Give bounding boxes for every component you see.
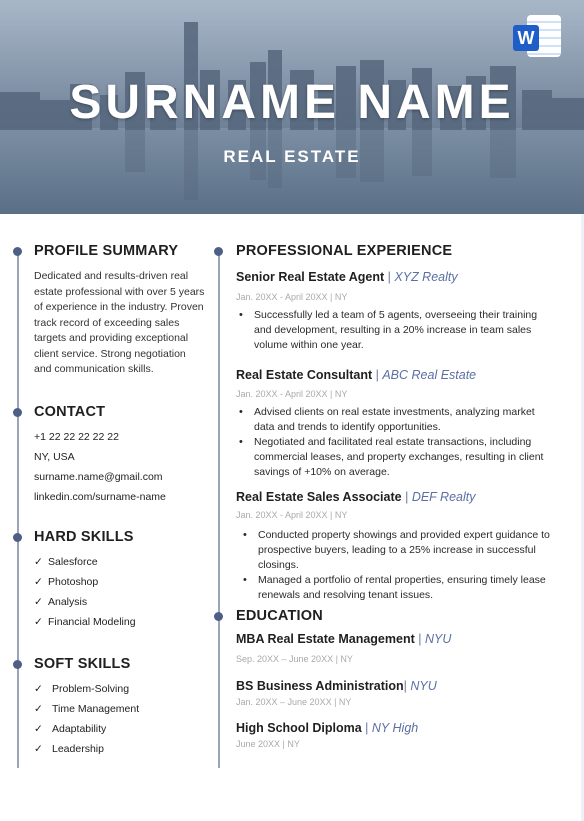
education-degree: High School Diploma | NY High (236, 721, 419, 735)
check-icon: ✓ (34, 596, 43, 608)
contact-heading: CONTACT (34, 404, 106, 420)
profile-text: Dedicated and results-driven real estate professional with over 5 years of experience in the industry. Proven track record of exceeding sales targets and providing exceptional client service. Strong negotiation and communication skills. (34, 270, 205, 375)
education-dates: Jan. 20XX – June 20XX | NY (236, 697, 352, 707)
job-bullets (236, 405, 546, 480)
word-icon (513, 15, 561, 57)
experience-heading: PROFESSIONAL EXPERIENCE (236, 243, 453, 259)
candidate-title: REAL ESTATE (223, 147, 361, 166)
check-icon: ✓ (34, 616, 43, 628)
education-dot-icon (214, 612, 223, 621)
hard-skills-dot-icon (13, 533, 22, 542)
job-dates: Jan. 20XX - April 20XX | NY (236, 292, 348, 302)
left-timeline (17, 252, 19, 768)
job-dates: Jan. 20XX - April 20XX | NY (236, 510, 348, 520)
check-icon: ✓ (34, 743, 43, 755)
contact-phone: +1 22 22 22 22 22 (34, 431, 119, 443)
education-school: NYU (410, 679, 437, 693)
education-school: NYU (424, 632, 452, 646)
right-timeline (218, 252, 220, 768)
job-company: ABC Real Estate (382, 368, 477, 382)
job-dates: Jan. 20XX - April 20XX | NY (236, 389, 348, 399)
education-dates: June 20XX | NY (236, 739, 300, 749)
contact-location: NY, USA (34, 451, 75, 463)
education-dates: Sep. 20XX – June 20XX | NY (236, 654, 353, 664)
job-company: XYZ Realty (394, 270, 458, 284)
job-bullet: • Successfully led a team of 5 agents, overseeing their training and development, resulting in a 20% increase in team sales volume within one year. (236, 308, 546, 353)
header-banner (0, 0, 584, 214)
contact-email[interactable]: surname.name@gmail.com (34, 471, 163, 483)
job-bullets (236, 308, 546, 353)
check-icon: ✓ (34, 556, 43, 568)
contact-dot-icon (13, 408, 22, 417)
check-icon: ✓ (34, 683, 43, 695)
education-degree: BS Business Administration| NYU (236, 679, 437, 693)
check-icon: ✓ (34, 576, 43, 588)
job-title: Senior Real Estate Agent | XYZ Realty (236, 270, 458, 284)
job-title: Real Estate Sales Associate | DEF Realty (236, 490, 476, 504)
check-icon: ✓ (34, 723, 43, 735)
job-bullets (240, 528, 550, 603)
experience-dot-icon (214, 247, 223, 256)
education-degree: MBA Real Estate Management | NYU (236, 632, 452, 646)
soft-skill-item: ✓ Adaptability (34, 723, 107, 735)
profile-dot-icon (13, 247, 22, 256)
check-icon: ✓ (34, 703, 43, 715)
candidate-name: SURNAME NAME (69, 76, 515, 129)
education-school: NY High (371, 721, 419, 735)
hard-skill-item: ✓ Photoshop (34, 576, 99, 588)
job-company: DEF Realty (411, 490, 476, 504)
soft-skill-item: ✓ Leadership (34, 743, 104, 755)
job-bullet: • Conducted property showings and provided expert guidance to prospective buyers, leading to a 25% increase in successful closings. (240, 528, 550, 573)
contact-linkedin[interactable]: linkedin.com/surname-name (34, 491, 166, 503)
hard-skill-item: ✓ Analysis (34, 596, 88, 608)
soft-skill-item: ✓ Problem-Solving (34, 683, 130, 695)
hard-skill-item: ✓ Financial Modeling (34, 616, 136, 628)
profile-heading: PROFILE SUMMARY (34, 243, 179, 259)
soft-skills-dot-icon (13, 660, 22, 669)
job-bullet: • Managed a portfolio of rental properties, ensuring timely lease renewals and resolving tenant issues. (240, 573, 550, 603)
word-icon-letter: W (513, 25, 539, 51)
hard-skills-heading: HARD SKILLS (34, 529, 134, 545)
soft-skills-heading: SOFT SKILLS (34, 656, 131, 672)
hard-skill-item: ✓ Salesforce (34, 556, 98, 568)
job-title: Real Estate Consultant | ABC Real Estate (236, 368, 477, 382)
education-heading: EDUCATION (236, 608, 323, 624)
job-bullet: • Advised clients on real estate investments, analyzing market data and trends to identify opportunities. (236, 405, 546, 435)
soft-skill-item: ✓ Time Management (34, 703, 140, 715)
job-bullet: • Negotiated and facilitated real estate transactions, including commercial leases, and property exchanges, resulting in client savings of +10% on average. (236, 435, 546, 480)
